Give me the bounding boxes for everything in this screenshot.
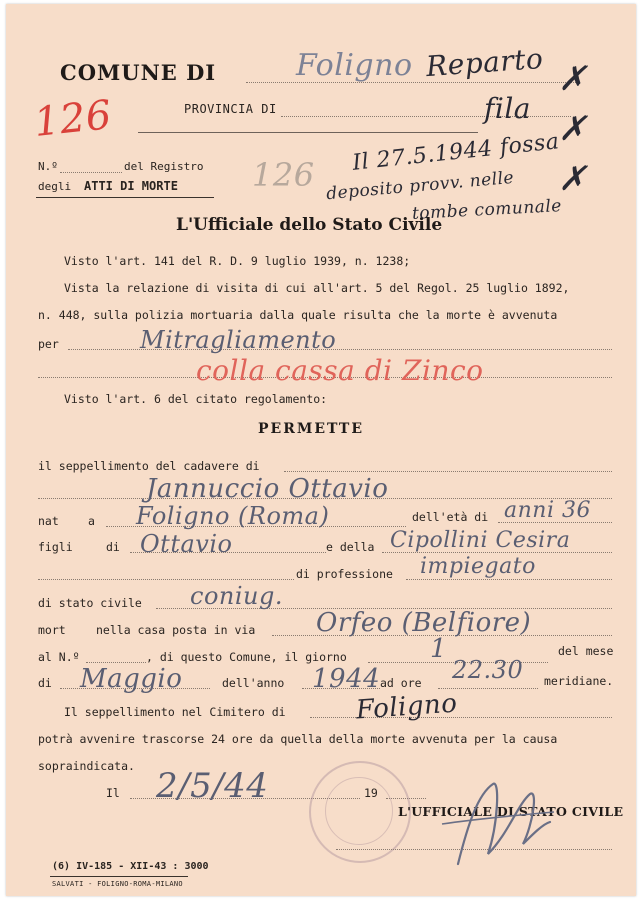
- ad-ore-label: ad ore: [380, 676, 422, 690]
- hand-eta: anni 36: [504, 498, 591, 523]
- polizia-mortuaria: n. 448, sulla polizia mortuaria dalla quale risulta che la morte è avvenuta: [38, 308, 558, 322]
- hand-via: Orfeo (Belfiore): [316, 608, 532, 638]
- seppellimento-label: il seppellimento del cadavere di: [38, 459, 260, 473]
- cimitero-line: [310, 717, 612, 718]
- hand-number-red: 126: [31, 92, 115, 146]
- visto-141: Visto l'art. 141 del R. D. 9 luglio 1939, n. 1238;: [64, 254, 411, 268]
- visto-6: Visto l'art. 6 del citato regolamento:: [64, 392, 328, 406]
- numero-label: N.º: [38, 160, 58, 173]
- hand-stato-civile: coniug.: [190, 582, 283, 610]
- hand-anno: 1944: [312, 664, 381, 694]
- stato-civile-label: di stato civile: [38, 596, 142, 610]
- footer-code: (6) IV-185 - XII-43 : 3000: [52, 861, 209, 872]
- professione-label: di professione: [296, 567, 393, 581]
- hand-tombe-note: tombe comunale: [411, 196, 563, 224]
- footer-rule: [50, 876, 188, 877]
- eta-label: dell'età di: [412, 510, 489, 524]
- sopraindicata-label: sopraindicata.: [38, 759, 135, 773]
- year-prefix: 19: [364, 786, 378, 800]
- header-rule: [138, 132, 478, 133]
- hand-giorno: 1: [430, 634, 448, 664]
- hand-fila: fila: [484, 92, 531, 125]
- professione-line-2: [406, 579, 612, 580]
- della-label: e della: [326, 540, 375, 554]
- potra-label: potrà avvenire trascorse 24 ore da quella della morte avvenuta per la causa: [38, 732, 558, 746]
- hand-causa: Mitragliamento: [140, 326, 337, 354]
- registro-label: del Registro: [124, 160, 204, 173]
- hand-reparto: Reparto: [424, 41, 545, 84]
- al-n-label: al N.º: [38, 650, 80, 664]
- casa-label: nella casa posta in via: [96, 623, 256, 637]
- figli-label: figli: [38, 540, 73, 554]
- nat-label: nat: [38, 514, 59, 528]
- del-mese-label: del mese: [558, 644, 614, 658]
- cadavere-line: [284, 471, 612, 472]
- comune-label: COMUNE DI: [60, 60, 217, 85]
- provincia-label: PROVINCIA DI: [184, 102, 277, 116]
- cimitero-label: Il seppellimento nel Cimitero di: [64, 705, 286, 719]
- hand-deposito-note: deposito provv. nelle: [325, 167, 515, 205]
- hand-madre: Cipollini Cesira: [390, 528, 571, 553]
- di-padre-label: di: [106, 540, 120, 554]
- form-title: L'Ufficiale dello Stato Civile: [176, 215, 443, 235]
- hand-number-faint: 126: [252, 156, 315, 194]
- di-mese-label: di: [38, 676, 52, 690]
- numero-line: [60, 172, 122, 173]
- per-label: per: [38, 337, 59, 351]
- hand-fossa-note: Il 27.5.1944 fossa: [351, 129, 561, 176]
- hand-mese: Maggio: [80, 664, 183, 694]
- a-label: a: [88, 514, 95, 528]
- il-date-label: Il: [106, 786, 120, 800]
- footer-printer: SALVATI - FOLIGNO-ROMA-MILANO: [52, 880, 183, 888]
- atti-rule: [36, 197, 214, 198]
- hand-cassa-zinco: colla cassa di Zinco: [196, 354, 484, 387]
- death-permit-form: [6, 4, 636, 896]
- hand-crossed-marks: ✗ ✗ ✗: [558, 59, 587, 199]
- hand-padre: Ottavio: [140, 530, 233, 558]
- questo-comune-label: , di questo Comune, il giorno: [146, 650, 347, 664]
- vista-relazione: Vista la relazione di visita di cui all'art. 5 del Regol. 25 luglio 1892,: [64, 281, 570, 295]
- hand-nato-a: Foligno (Roma): [136, 502, 330, 530]
- numero-civico-line: [86, 662, 146, 663]
- meridiane-label: meridiane.: [544, 674, 614, 688]
- professione-line: [38, 579, 294, 580]
- signature-scribble: [438, 764, 558, 874]
- hand-ore: 22.30: [452, 656, 524, 684]
- hand-data: 2/5/44: [156, 766, 269, 806]
- hand-professione: impiegato: [420, 554, 536, 579]
- atti-label: ATTI DI MORTE: [84, 179, 178, 193]
- hand-comune: Foligno: [296, 48, 413, 83]
- municipal-stamp: [309, 761, 411, 863]
- atti-prefix: degli: [38, 180, 72, 193]
- hand-cimitero: Foligno: [355, 688, 459, 726]
- signature-label: L'UFFICIALE DI STATO CIVILE: [398, 804, 624, 819]
- hand-cadavere: Jannuccio Ottavio: [146, 474, 389, 504]
- permette-heading: PERMETTE: [258, 421, 365, 437]
- anno-label: dell'anno: [222, 676, 285, 690]
- mort-label: mort: [38, 623, 66, 637]
